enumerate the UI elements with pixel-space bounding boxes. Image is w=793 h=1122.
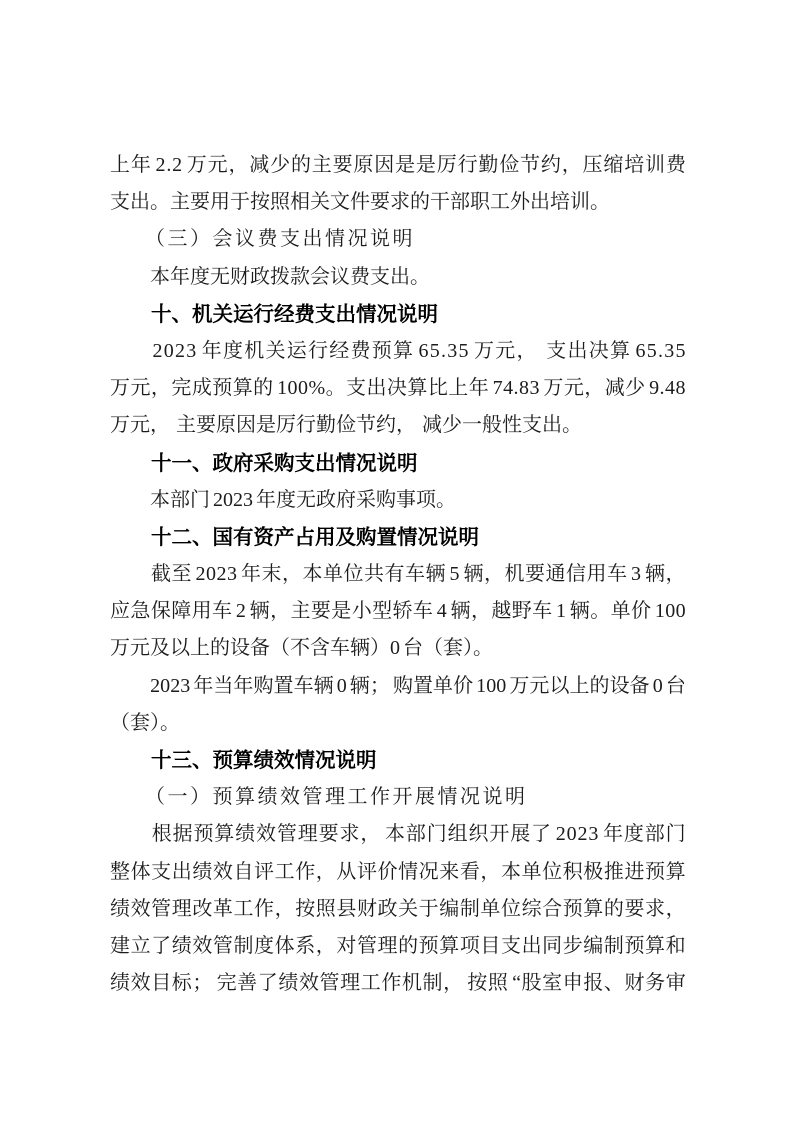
body-line: 2 0 2 3 年 度 机 关 运 行 经 费 预 算 6 5 . 3 5 万 元 ， 支 出 决 算 6 5 . 3 5 (152, 339, 686, 362)
body-line: 万元， 主要原因是厉行勤俭节约， 减少一般性支出。 (110, 414, 582, 437)
body-line: 应 急 保 障 用 车 2 辆 ， 主 要 是 小 型 轿 车 4 辆 ， 越 野 车 1 辆 。 单 价 1 0 0 (110, 600, 686, 623)
body-line: 万 元 ， 完 成 预 算 的 1 0 0 % 。 支 出 决 算 比 上 年 7 4 . 8 3 万 元 ， 减 少 9 . 4 8 (110, 377, 686, 400)
subsection-heading-1: （一）预算绩效管理工作开展情况说明 (110, 786, 528, 809)
body-line: 整 体 支 出 绩 效 自 评 工 作 ， 从 评 价 情 况 来 看 ， 本 单 位 积 极 推 进 预 算 (110, 860, 686, 883)
body-line: （套）。 (110, 711, 180, 734)
subsection-heading-3: （三）会议费支出情况说明 (110, 228, 415, 251)
body-line: 截 至 2 0 2 3 年 末 ， 本 单 位 共 有 车 辆 5 辆 ， 机 要 通 信 用 车 3 辆 ， (151, 563, 686, 586)
section-heading-11: 十一、政府采购支出情况说明 (110, 451, 418, 475)
body-line: 上 年 2 . 2 万 元 ， 减 少 的 主 要 原 因 是 是 厉 行 勤 俭 节 约 ， 压 缩 培 训 费 (110, 154, 686, 176)
body-line: 建 立 了 绩 效 管 制 度 体 系 ， 对 管 理 的 预 算 项 目 支 出 同 步 编 制 预 算 和 (110, 934, 686, 957)
body-line: 根 据 预 算 绩 效 管 理 要 求 ， 本 部 门 组 织 开 展 了 2 0 2 3 年 度 部 门 (151, 823, 686, 846)
body-line: 本部门 2023 年度无政府采购事项。 (110, 488, 456, 511)
body-line: 2 0 2 3 年 当 年 购 置 车 辆 0 辆 ； 购 置 单 价 1 0 0 万 元 以 上 的 设 备 0 台 (150, 674, 686, 697)
section-heading-10: 十、机关运行经费支出情况说明 (110, 302, 438, 326)
body-line: 万元及以上的设备（不含车辆）0 台（套）。 (110, 637, 493, 660)
document-body (110, 147, 686, 1002)
body-line: 绩 效 目 标 ； 完 善 了 绩 效 管 理 工 作 机 制 ， 按 照 “ 股 室 申 报 、 财 务 审 (110, 972, 686, 995)
body-line: 支出。主要用于按照相关文件要求的干部职工外出培训。 (110, 191, 610, 214)
section-heading-12: 十二、国有资产占用及购置情况说明 (110, 525, 479, 549)
body-line: 本年度无财政拨款会议费支出。 (110, 265, 430, 288)
body-line: 绩 效 管 理 改 革 工 作 ， 按 照 县 财 政 关 于 编 制 单 位 综 合 预 算 的 要 求 ， (110, 897, 686, 920)
section-heading-13: 十三、预算绩效情况说明 (110, 749, 377, 772)
